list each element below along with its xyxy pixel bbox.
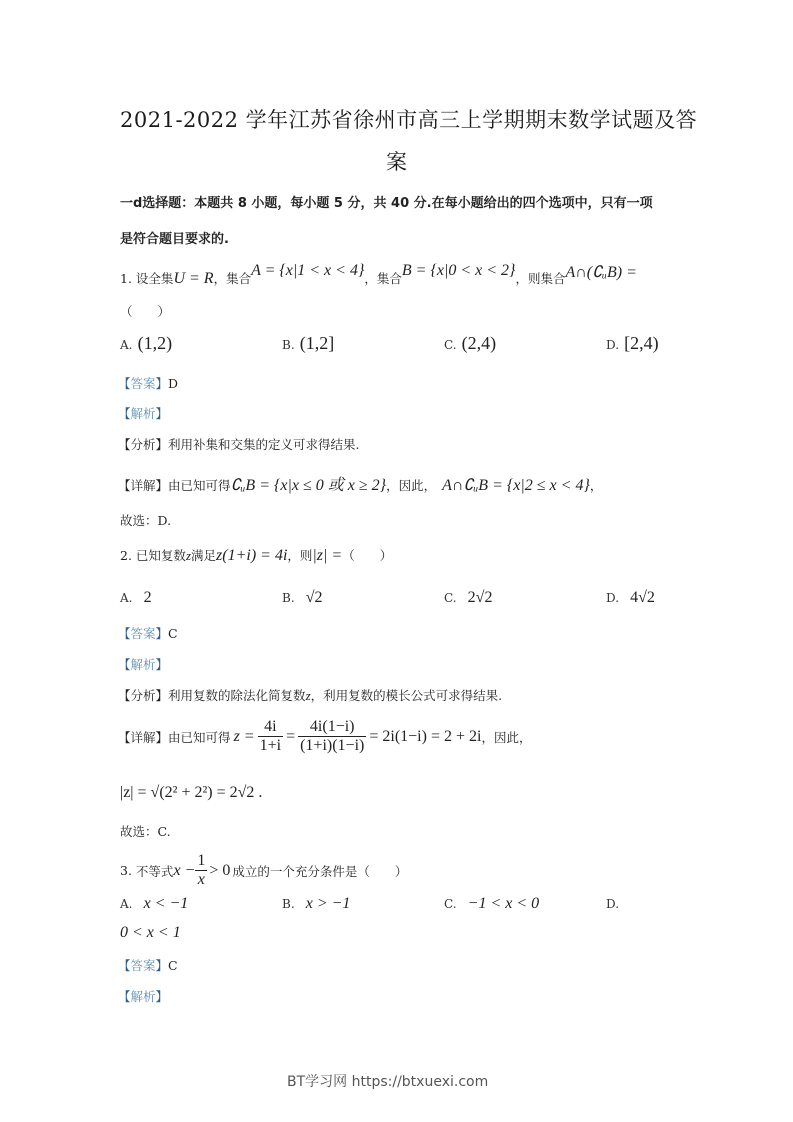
answer-tag: 答案 xyxy=(130,376,156,391)
q3-fraction xyxy=(195,852,207,889)
q1-option-a xyxy=(120,333,172,354)
q2-paren: （ ） xyxy=(342,548,393,563)
analysis-label: 解析 xyxy=(130,657,156,672)
option-label: B. xyxy=(282,338,295,352)
option-value: [2,4) xyxy=(624,333,659,353)
fenxi-label: 分析 xyxy=(130,437,156,452)
q1-text: 设全集 xyxy=(135,271,174,286)
q3-analysis-tag: 【解析】 xyxy=(118,989,169,1004)
q3-text: 不等式 xyxy=(135,863,174,879)
xiangjie-text: ， xyxy=(589,478,603,493)
fraction-numerator: 4i(1−i) xyxy=(298,718,366,737)
xiangjie-math: = xyxy=(286,727,296,745)
q2-option-c xyxy=(444,587,492,607)
option-label: C. xyxy=(444,897,457,911)
option-value: x > −1 xyxy=(305,895,351,912)
q1-fenxi: 【分析】利用补集和交集的定义可求得结果. xyxy=(118,437,360,452)
q2-modulus-line: |z| = √(2² + 2²) = 2√2 . xyxy=(120,784,263,801)
option-label: A. xyxy=(120,897,133,911)
xiangjie-math: ∁ᵤB = {x|x ≤ 0 或 x ≥ 2} xyxy=(230,477,387,494)
fraction-denominator: 1+i xyxy=(259,737,282,754)
option-value: (2,4) xyxy=(461,333,497,353)
xiangjie-text: 由已知可得 xyxy=(168,729,231,745)
q1-number: 1. xyxy=(120,271,132,286)
q3-option-c xyxy=(444,893,539,913)
q1-math-question: A∩(∁ᵤB) = xyxy=(565,264,637,281)
option-label: B. xyxy=(282,591,295,605)
q1-math-set-a: A = {x|1 < x < 4} xyxy=(251,262,365,279)
q3-option-b xyxy=(282,893,350,913)
q1-text: ，则集合 xyxy=(515,271,566,286)
q1-math-set-b: B = {x|0 < x < 2} xyxy=(401,262,516,279)
q1-conclusion: 故选：D. xyxy=(120,513,172,528)
q2-stem xyxy=(120,546,392,565)
q3-option-d-value: 0 < x < 1 xyxy=(120,924,181,941)
q1-xiangjie: 【详解】由已知可得∁ᵤB = {x|x ≤ 0 或 x ≥ 2}，因此， A∩∁ᵤB = {x|2 ≤ x < 4}， xyxy=(118,477,603,494)
q3-answer: 【答案】C xyxy=(118,958,178,973)
fraction-denominator: x xyxy=(197,871,205,888)
answer-value: C xyxy=(168,958,178,973)
xiangjie-text: ，因此， xyxy=(481,729,532,745)
q2-math-modulus: |z| = xyxy=(312,547,343,564)
option-value: (1,2] xyxy=(299,333,335,353)
q3-math: > 0 xyxy=(209,861,231,879)
section-header-line1: 一d选择题：本题共 8 小题，每小题 5 分，共 40 分.在每小题给出的四个选项中，只有一项 xyxy=(120,196,653,211)
xiangjie-text: 由已知可得 xyxy=(168,478,231,493)
q3-number: 3. xyxy=(120,863,132,878)
document-title-line1: 2021-2022 学年江苏省徐州市高三上学期期末数学试题及答 xyxy=(120,108,698,132)
q3-text: 成立的一个充分条件是（ ） xyxy=(232,863,408,879)
option-label: B. xyxy=(282,897,295,911)
xiangjie-label: 详解 xyxy=(130,729,156,745)
option-value: (1,2) xyxy=(137,333,173,353)
fraction-numerator: 1 xyxy=(197,852,206,869)
fenxi-text: 利用复数的除法化简复数 xyxy=(168,688,306,703)
option-value: −1 < x < 0 xyxy=(467,895,540,912)
q1-option-c xyxy=(444,333,496,354)
q2-number: 2. xyxy=(120,548,132,563)
option-label: A. xyxy=(120,591,133,605)
fenxi-math-var: z xyxy=(305,688,311,703)
q3-option-a xyxy=(120,893,188,913)
option-label: C. xyxy=(444,591,457,605)
fraction-1 xyxy=(258,718,283,755)
q3-option-d xyxy=(606,893,619,912)
q1-text: ，集合 xyxy=(213,271,252,286)
option-label: C. xyxy=(444,338,457,352)
option-label: D. xyxy=(606,591,620,605)
q2-option-d xyxy=(606,587,655,607)
analysis-label: 解析 xyxy=(130,406,156,421)
fenxi-text: 利用补集和交集的定义可求得结果. xyxy=(168,437,360,452)
q2-analysis-tag: 【解析】 xyxy=(118,657,169,672)
q3-stem xyxy=(120,852,407,889)
q1-text: ，集合 xyxy=(364,271,402,286)
fenxi-label: 分析 xyxy=(130,688,156,703)
xiangjie-text: ，因此， xyxy=(386,478,437,493)
fraction-2 xyxy=(298,718,366,755)
answer-tag: 答案 xyxy=(130,626,156,641)
option-value: 2√2 xyxy=(467,589,493,606)
q2-fenxi: 【分析】利用复数的除法化简复数z，利用复数的模长公式可求得结果. xyxy=(118,688,503,703)
document-title-line2: 案 xyxy=(386,150,408,174)
xiangjie-math: = 2i(1−i) = 2 + 2i xyxy=(369,727,482,745)
q2-math-equation: z(1+i) = 4i xyxy=(216,547,288,564)
footer-watermark: BT学习网 https://btxuexi.com xyxy=(287,1074,489,1090)
q2-text: 已知复数 xyxy=(135,548,186,563)
option-value: 4√2 xyxy=(630,589,655,606)
q2-option-b xyxy=(282,587,323,607)
option-label: D. xyxy=(606,338,620,352)
option-label: A. xyxy=(120,338,133,352)
q2-math-var: z xyxy=(185,548,191,563)
xiangjie-label: 详解 xyxy=(130,478,156,493)
q2-text: 满足 xyxy=(191,548,217,563)
option-value: 2 xyxy=(143,589,152,606)
q2-conclusion: 故选：C. xyxy=(120,824,171,839)
option-value: x < −1 xyxy=(143,895,189,912)
q1-paren: （ ） xyxy=(120,304,171,319)
answer-value: C xyxy=(168,626,178,641)
q1-option-b xyxy=(282,333,334,354)
q1-answer: 【答案】D xyxy=(118,376,179,391)
q1-option-d xyxy=(606,333,659,354)
xiangjie-math: z = xyxy=(233,727,255,745)
answer-tag: 答案 xyxy=(130,958,156,973)
analysis-label: 解析 xyxy=(130,989,156,1004)
q1-analysis-tag: 【解析】 xyxy=(118,406,169,421)
q1-stem xyxy=(120,262,637,288)
q2-answer: 【答案】C xyxy=(118,626,178,641)
q2-option-a xyxy=(120,587,152,607)
q2-text: ，则 xyxy=(287,548,313,563)
fraction-denominator: (1+i)(1−i) xyxy=(300,737,365,754)
option-value: √2 xyxy=(305,589,323,606)
q2-xiangjie: 【 详解 】 由已知可得 z = $\frac{4i}{1+i}$ = $\frac{4i(1-i)}{(1+i)(1-i)}$ = 2i(1−i) = 2 + 2i ，因此， xyxy=(118,718,532,754)
xiangjie-math: A∩∁ᵤB = {x|2 ≤ x < 4} xyxy=(442,477,590,494)
q1-math-universal-set: U = R xyxy=(173,270,214,287)
fraction-numerator: 4i xyxy=(258,718,283,737)
fenxi-text: ，利用复数的模长公式可求得结果. xyxy=(310,688,503,703)
option-label: D. xyxy=(606,897,620,911)
section-header-line2: 是符合题目要求的. xyxy=(120,232,229,247)
answer-value: D xyxy=(168,376,179,391)
q3-math: x − xyxy=(173,861,196,879)
